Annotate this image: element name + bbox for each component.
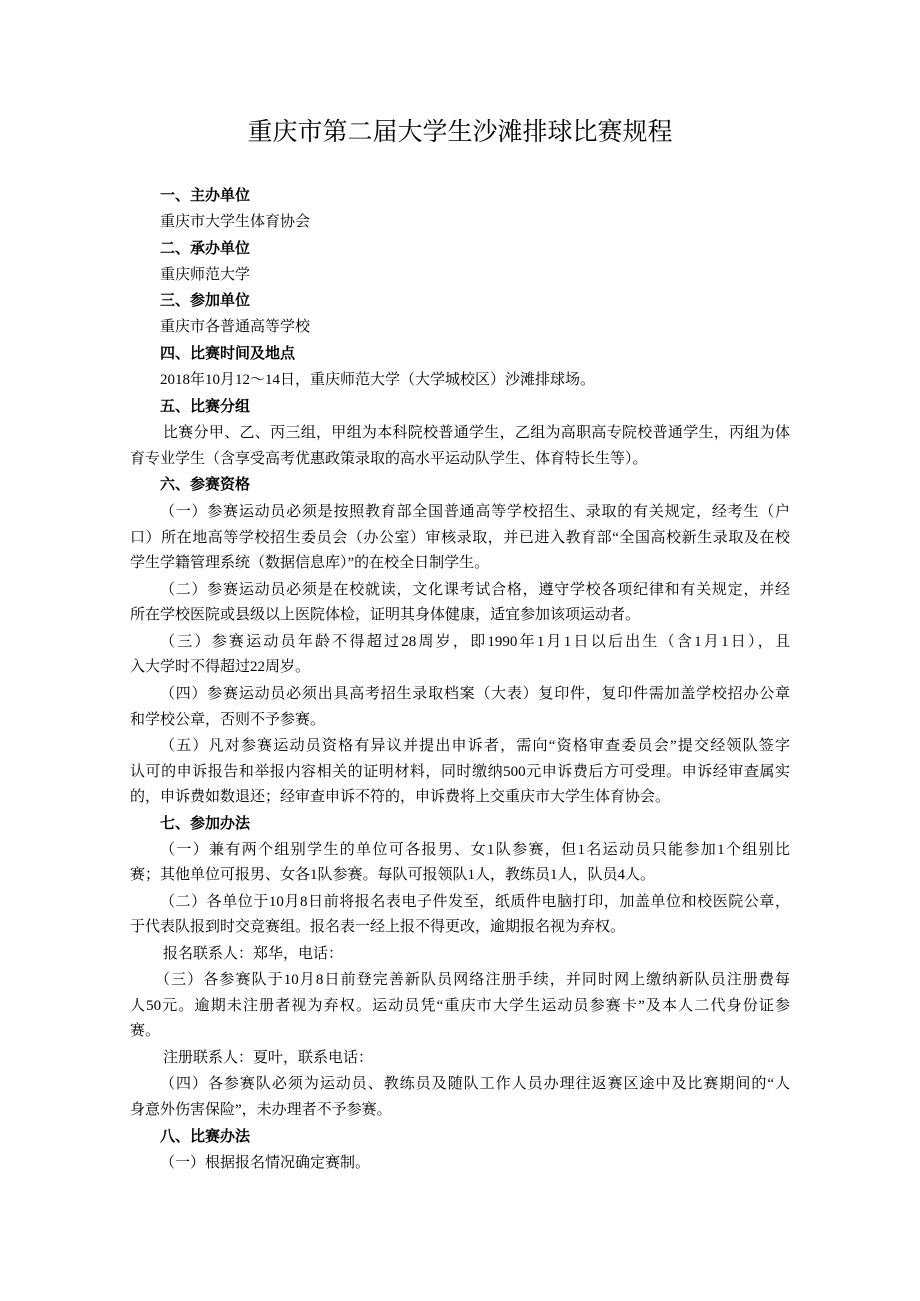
body-line: （五）凡对参赛运动员资格有异议并提出申诉者，需向“资格审查委员会”提交经领队签字: [160, 738, 790, 754]
document-title: 重庆市第二届大学生沙滩排球比赛规程: [247, 119, 673, 146]
body-line: 口）所在地高等学校招生委员会（办公室）审核录取，并已进入教育部“全国高校新生录取及在校: [130, 530, 790, 546]
body-line: 赛。: [130, 1023, 161, 1039]
heading-eligibility: 六、参赛资格: [160, 477, 251, 493]
body-line: （三）参赛运动员年龄不得超过28周岁，即1990年1月1日以后出生（含1月1日），且: [160, 634, 790, 650]
body-line: （一）根据报名情况确定赛制。: [160, 1155, 371, 1171]
body-line: （三）各参赛队于10月8日前登完善新队员网络注册手续，并同时网上缴纳新队员注册费每: [155, 972, 790, 988]
heading-competition-method: 八、比赛办法: [160, 1129, 251, 1145]
body-line: 人50元。逾期未注册者视为弃权。运动员凭“重庆市大学生运动员参赛卡”及本人二代身份证参: [130, 998, 790, 1014]
body-line: （一）参赛运动员必须是按照教育部全国普通高等学校招生、录取的有关规定，经考生（户: [160, 504, 790, 520]
body-line: 和学校公章，否则不予参赛。: [130, 712, 326, 728]
participants-text: 重庆市各普通高等学校: [160, 319, 311, 335]
body-line: （二）参赛运动员必须是在校就读，文化课考试合格，遵守学校各项纪律和有关规定，并经: [160, 582, 790, 598]
heading-participants: 三、参加单位: [160, 293, 251, 309]
body-line: 身意外伤害保险”，未办理者不予参赛。: [130, 1102, 392, 1118]
heading-entry-method: 七、参加办法: [160, 816, 251, 832]
heading-time-venue: 四、比赛时间及地点: [160, 346, 296, 362]
body-line: 比赛分甲、乙、丙三组，甲组为本科院校普通学生，乙组为高职高专院校普通学生，丙组为体: [163, 425, 790, 441]
time-venue-text: 2018年10月12～14日，重庆师范大学（大学城校区）沙滩排球场。: [160, 372, 596, 388]
body-line: （二）各单位于10月8日前将报名表电子件发至，纸质件电脑打印，加盖单位和校医院公章，: [160, 894, 790, 910]
body-line: （一）兼有两个组别学生的单位可各报男、女1队参赛，但1名运动员只能参加1个组别比: [160, 842, 790, 858]
heading-organizer: 一、主办单位: [160, 188, 251, 204]
heading-host: 二、承办单位: [160, 241, 251, 257]
body-line: 入大学时不得超过22周岁。: [130, 659, 311, 675]
organizer-text: 重庆市大学生体育协会: [160, 214, 311, 230]
host-text: 重庆师范大学: [160, 267, 251, 283]
body-line: 赛；其他单位可报男、女各1队参赛。每队可报领队1人，教练员1人，队员4人。: [130, 867, 656, 883]
body-line: 于代表队报到时交竞赛组。报名表一经上报不得更改，逾期报名视为弃权。: [130, 919, 626, 935]
body-line: 认可的申诉报告和举报内容相关的证明材料，同时缴纳500元申诉费后方可受理。申诉经审查属实: [130, 764, 790, 780]
registration-contact: 报名联系人：郑华，电话：: [163, 946, 344, 962]
body-line: 学生学籍管理系统（数据信息库）”的在校全日制学生。: [130, 555, 490, 571]
body-line: （四）参赛运动员必须出具高考招生录取档案（大表）复印件，复印件需加盖学校招办公章: [160, 686, 790, 702]
body-line: （四）各参赛队必须为运动员、教练员及随队工作人员办理往返赛区途中及比赛期间的“人: [160, 1076, 790, 1092]
body-line: 育专业学生（含享受高考优惠政策录取的高水平运动队学生、体育特长生等）。: [130, 451, 648, 467]
signup-contact: 注册联系人：夏叶，联系电话：: [163, 1050, 374, 1066]
body-line: 所在学校医院或县级以上医院体检，证明其身体健康，适宜参加该项运动者。: [130, 607, 641, 623]
heading-groups: 五、比赛分组: [160, 399, 251, 415]
body-line: 的，申诉费如数退还；经审查申诉不符的，申诉费将上交重庆市大学生体育协会。: [130, 789, 671, 805]
